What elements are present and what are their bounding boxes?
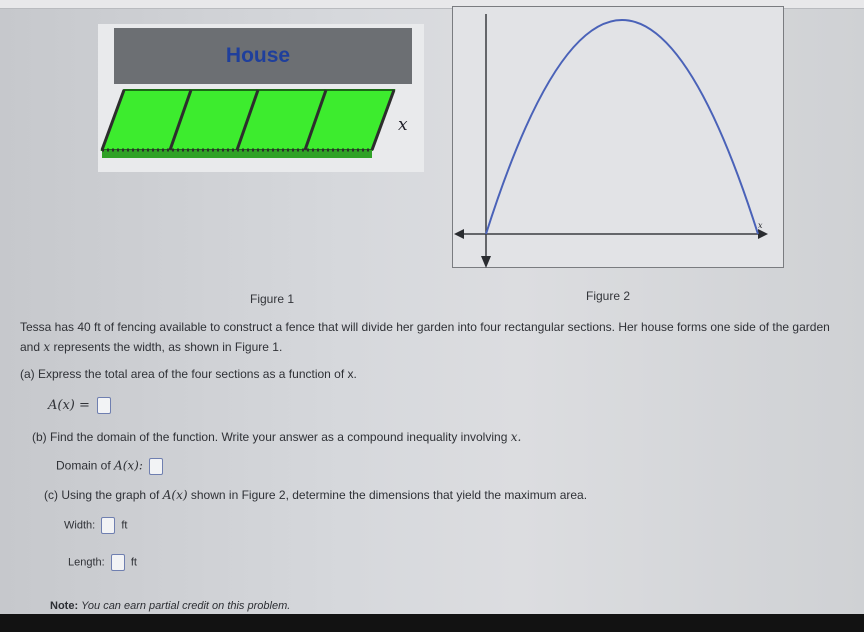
graph-frame — [453, 7, 784, 268]
width-input[interactable] — [101, 517, 115, 534]
width-answer-row — [64, 517, 127, 534]
part-a-lhs: A(x) = — [48, 398, 90, 413]
length-label: Length: — [68, 556, 105, 569]
figure-1 — [98, 24, 424, 172]
part-a-prompt: (a) Express the total area of the four sections as a function of x. — [20, 367, 357, 381]
area-graph — [452, 6, 784, 268]
length-unit: ft — [130, 556, 137, 569]
length-answer-row — [68, 554, 137, 571]
part-c-prompt — [44, 488, 587, 502]
width-label: Width: — [64, 519, 96, 532]
house-label: House — [225, 44, 291, 67]
parabola-curve — [486, 20, 758, 234]
figure-2-caption: Figure 2 — [586, 289, 631, 303]
width-unit: ft — [121, 519, 128, 532]
partial-credit-note — [50, 600, 290, 612]
part-a-answer-row — [48, 397, 114, 414]
intro-text: and — [20, 340, 41, 354]
area-function-input[interactable] — [97, 397, 111, 414]
part-c-text: shown in Figure 2, determine the dimensions that yield the maximum area. — [190, 488, 588, 502]
y-axis-arrow — [481, 256, 491, 268]
domain-function: A(x): — [114, 458, 143, 473]
x-axis-right-arrow — [758, 229, 768, 239]
length-input[interactable] — [111, 554, 125, 571]
part-c-function: A(x) — [162, 488, 188, 502]
width-label: x — [398, 115, 408, 135]
intro-variable: x — [43, 340, 51, 354]
domain-input[interactable] — [149, 458, 163, 475]
bottom-bar — [0, 614, 864, 632]
part-b-variable: x. — [510, 430, 522, 444]
problem-intro-line1: Tessa has 40 ft of fencing available to construct a fence that will divide her garden into four rectangular sections. Her house forms one side of the garden — [20, 320, 830, 334]
problem-intro-line2 — [20, 340, 282, 354]
domain-answer-row — [56, 458, 166, 475]
x-axis-left-arrow — [454, 229, 464, 239]
intro-text: represents the width, as shown in Figure 1. — [53, 340, 283, 354]
figure-1-caption: Figure 1 — [250, 292, 295, 306]
part-b-text: (b) Find the domain of the function. Write your answer as a compound inequality involving — [32, 430, 508, 444]
figure-2 — [452, 6, 784, 268]
garden-diagram — [98, 24, 424, 172]
part-c-text: (c) Using the graph of — [44, 488, 160, 502]
domain-label: Domain of — [56, 458, 111, 473]
note-text: You can earn partial credit on this problem. — [81, 600, 291, 612]
x-axis-label: x — [758, 221, 763, 230]
part-b-prompt — [32, 430, 521, 444]
note-label: Note: — [50, 600, 79, 612]
